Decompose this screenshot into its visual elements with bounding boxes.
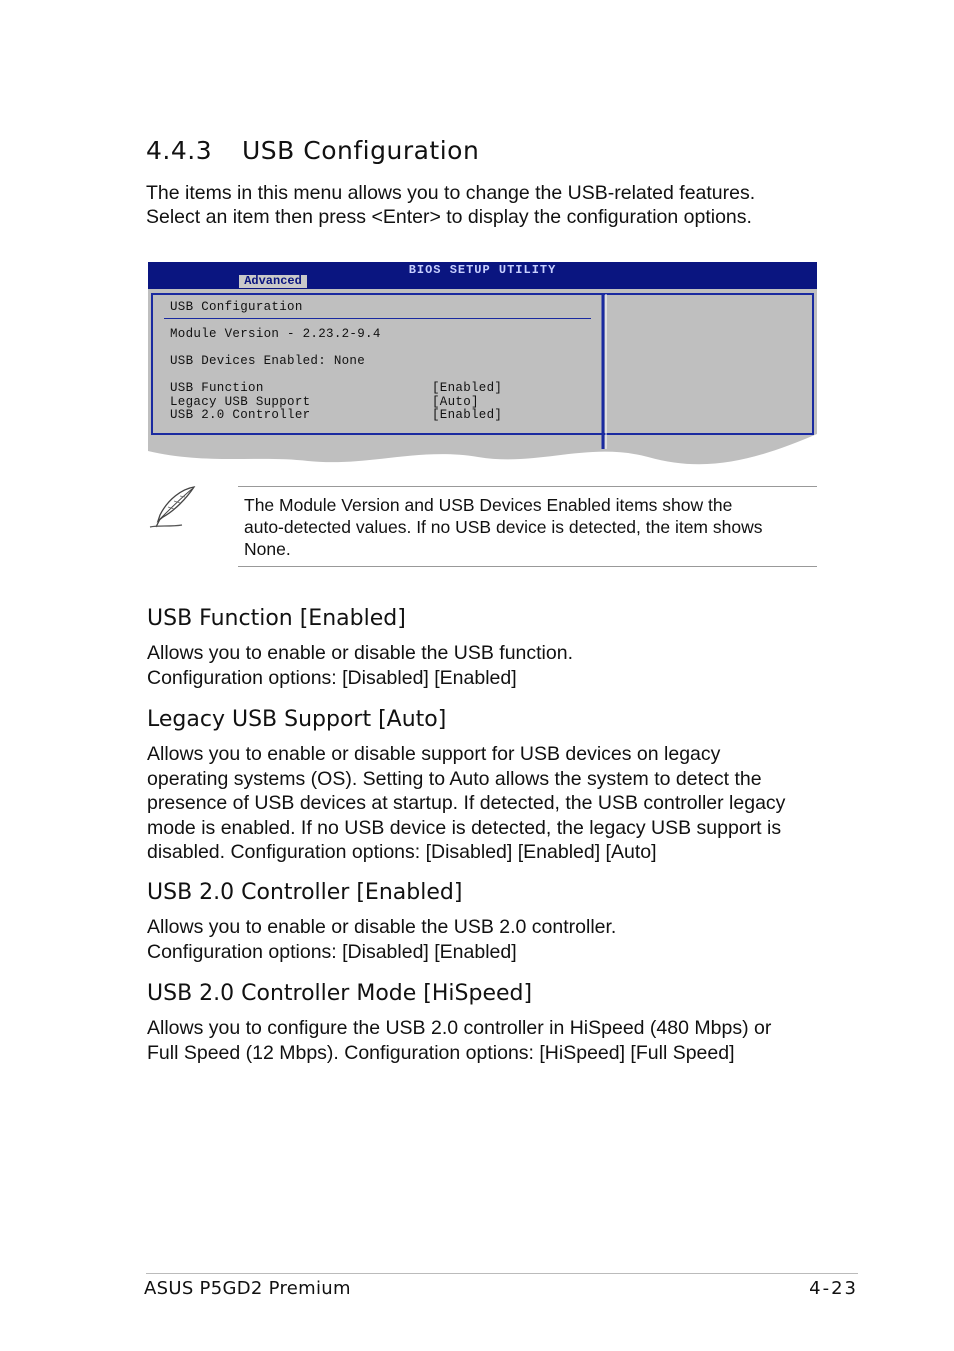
- description-line: Full Speed (12 Mbps). Configuration options: [HiSpeed] [Full Speed]: [147, 1041, 735, 1064]
- usb2-controller-mode-heading: USB 2.0 Controller Mode [HiSpeed]: [147, 981, 533, 1006]
- usb-function-heading: USB Function [Enabled]: [147, 606, 406, 631]
- bios-body: [148, 289, 817, 472]
- footer-product: ASUS P5GD2 Premium: [144, 1278, 351, 1299]
- bios-item-usb-function-value[interactable]: [Enabled]: [432, 381, 503, 395]
- section-number: 4.4.3: [146, 136, 213, 165]
- description-line: Allows you to configure the USB 2.0 controller in HiSpeed (480 Mbps) or: [147, 1017, 772, 1039]
- description-line: Allows you to enable or disable support for USB devices on legacy: [147, 743, 721, 765]
- note-line: The Module Version and USB Devices Enabled items show the: [244, 495, 733, 515]
- note-line: None.: [244, 539, 291, 559]
- note-text: [244, 494, 814, 560]
- intro-paragraph: [146, 181, 826, 229]
- footer-rule: [146, 1273, 858, 1274]
- description-line: operating systems (OS). Setting to Auto allows the system to detect the: [147, 767, 762, 790]
- bios-module-version: Module Version - 2.23.2-9.4: [170, 327, 381, 341]
- description-line: Configuration options: [Disabled] [Enabled]: [147, 666, 517, 689]
- legacy-usb-support-heading: Legacy USB Support [Auto]: [147, 707, 447, 732]
- usb-function-description: [147, 641, 827, 690]
- note-bottom-rule: [238, 566, 817, 567]
- bios-item-usb2-controller-label[interactable]: USB 2.0 Controller: [170, 408, 311, 422]
- description-line: Configuration options: [Disabled] [Enabled]: [147, 940, 517, 963]
- intro-line: Select an item then press <Enter> to display the configuration options.: [146, 206, 752, 228]
- usb2-controller-description: [147, 915, 827, 964]
- bios-panel-title: USB Configuration: [170, 300, 303, 314]
- description-line: Allows you to enable or disable the USB function.: [147, 642, 574, 664]
- quill-pen-icon: [148, 485, 198, 531]
- section-title-text: USB Configuration: [242, 136, 480, 165]
- bios-item-legacy-usb-value[interactable]: [Auto]: [432, 395, 479, 409]
- usb2-controller-heading: USB 2.0 Controller [Enabled]: [147, 880, 463, 905]
- description-line: Allows you to enable or disable the USB 2.0 controller.: [147, 916, 617, 938]
- bios-screenshot: [148, 262, 817, 472]
- bios-item-usb2-controller-value[interactable]: [Enabled]: [432, 408, 503, 422]
- bios-item-usb-function-label[interactable]: USB Function: [170, 381, 264, 395]
- description-line: mode is enabled. If no USB device is detected, the legacy USB support is: [147, 816, 782, 839]
- intro-line: The items in this menu allows you to change the USB-related features.: [146, 182, 756, 204]
- bios-devices-enabled: USB Devices Enabled: None: [170, 354, 366, 368]
- bios-utility-title: BIOS SETUP UTILITY: [408, 263, 557, 277]
- bios-header-bar: [148, 262, 817, 289]
- bios-title-rule: [164, 318, 591, 319]
- legacy-usb-support-description: [147, 742, 827, 865]
- bios-tab-advanced[interactable]: Advanced: [239, 275, 307, 288]
- note-top-rule: [238, 486, 817, 487]
- description-line: disabled. Configuration options: [Disabled] [Enabled] [Auto]: [147, 841, 657, 863]
- description-line: presence of USB devices at startup. If detected, the USB controller legacy: [147, 792, 786, 814]
- note-line: auto-detected values. If no USB device is detected, the item shows: [244, 517, 763, 537]
- usb2-controller-mode-description: [147, 1016, 827, 1065]
- section-title: [146, 136, 479, 165]
- bios-item-legacy-usb-label[interactable]: Legacy USB Support: [170, 395, 311, 409]
- page-number: 4-23: [809, 1278, 858, 1299]
